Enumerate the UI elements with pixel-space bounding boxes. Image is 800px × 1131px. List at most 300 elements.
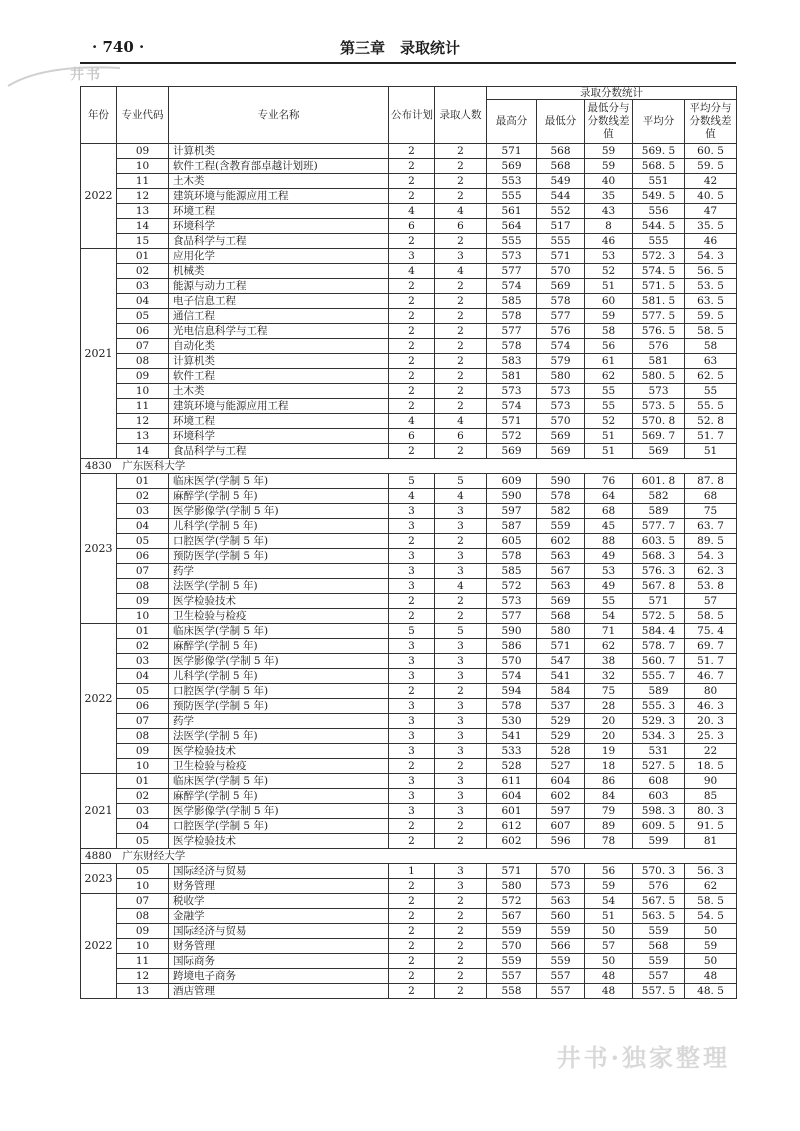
code-cell: 06	[117, 549, 169, 564]
min-score-cell: 559	[537, 519, 585, 534]
avg-score-cell: 559	[633, 954, 685, 969]
admitted-cell: 3	[435, 519, 487, 534]
min-score-cell: 571	[537, 639, 585, 654]
max-score-cell: 569	[487, 444, 537, 459]
table-row	[81, 264, 737, 279]
max-score-cell: 604	[487, 789, 537, 804]
plan-cell: 2	[389, 879, 435, 894]
table-row	[81, 879, 737, 894]
min-score-cell: 602	[537, 789, 585, 804]
year-cell: 2022	[81, 624, 117, 774]
major-name-cell: 法医学(学制 5 年)	[169, 729, 389, 744]
min-diff-cell: 52	[585, 414, 633, 429]
major-name-cell: 土木类	[169, 384, 389, 399]
table-row	[81, 954, 737, 969]
min-score-cell: 578	[537, 489, 585, 504]
avg-diff-cell: 52. 8	[685, 414, 737, 429]
avg-score-cell: 577. 5	[633, 309, 685, 324]
min-diff-cell: 56	[585, 864, 633, 879]
admitted-cell: 2	[435, 909, 487, 924]
table-body	[81, 144, 737, 999]
min-diff-cell: 68	[585, 504, 633, 519]
major-name-cell: 环境科学	[169, 219, 389, 234]
plan-cell: 1	[389, 864, 435, 879]
plan-cell: 2	[389, 594, 435, 609]
max-score-cell: 573	[487, 384, 537, 399]
plan-cell: 3	[389, 249, 435, 264]
avg-score-cell: 529. 3	[633, 714, 685, 729]
table-row	[81, 894, 737, 909]
max-score-cell: 594	[487, 684, 537, 699]
avg-diff-cell: 58. 5	[685, 324, 737, 339]
admitted-cell: 4	[435, 204, 487, 219]
max-score-cell: 605	[487, 534, 537, 549]
code-cell: 06	[117, 324, 169, 339]
avg-score-cell: 599	[633, 834, 685, 849]
year-cell: 2021	[81, 774, 117, 849]
avg-diff-cell: 50	[685, 954, 737, 969]
table-row	[81, 174, 737, 189]
major-name-cell: 药学	[169, 714, 389, 729]
min-score-cell: 541	[537, 669, 585, 684]
max-score-cell: 564	[487, 219, 537, 234]
avg-diff-cell: 47	[685, 204, 737, 219]
header-score-group: 录取分数统计	[487, 87, 737, 100]
major-name-cell: 口腔医学(学制 5 年)	[169, 534, 389, 549]
min-diff-cell: 53	[585, 564, 633, 579]
admitted-cell: 4	[435, 264, 487, 279]
plan-cell: 2	[389, 954, 435, 969]
min-diff-cell: 59	[585, 144, 633, 159]
table-row	[81, 759, 737, 774]
min-score-cell: 580	[537, 369, 585, 384]
max-score-cell: 590	[487, 489, 537, 504]
avg-score-cell: 580. 5	[633, 369, 685, 384]
max-score-cell: 602	[487, 834, 537, 849]
header-max: 最高分	[487, 100, 537, 144]
plan-cell: 4	[389, 414, 435, 429]
table-row	[81, 774, 737, 789]
code-cell: 04	[117, 519, 169, 534]
admitted-cell: 3	[435, 804, 487, 819]
admitted-cell: 2	[435, 954, 487, 969]
code-cell: 12	[117, 189, 169, 204]
plan-cell: 2	[389, 399, 435, 414]
avg-diff-cell: 51	[685, 444, 737, 459]
min-score-cell: 573	[537, 399, 585, 414]
major-name-cell: 金融学	[169, 909, 389, 924]
avg-diff-cell: 46. 7	[685, 669, 737, 684]
major-name-cell: 口腔医学(学制 5 年)	[169, 684, 389, 699]
max-score-cell: 555	[487, 234, 537, 249]
avg-diff-cell: 54. 5	[685, 909, 737, 924]
major-name-cell: 酒店管理	[169, 984, 389, 999]
max-score-cell: 573	[487, 594, 537, 609]
plan-cell: 3	[389, 564, 435, 579]
avg-diff-cell: 69. 7	[685, 639, 737, 654]
max-score-cell: 571	[487, 864, 537, 879]
admitted-cell: 3	[435, 549, 487, 564]
min-score-cell: 574	[537, 339, 585, 354]
min-score-cell: 582	[537, 504, 585, 519]
avg-diff-cell: 51. 7	[685, 654, 737, 669]
code-cell: 02	[117, 489, 169, 504]
admitted-cell: 2	[435, 294, 487, 309]
avg-diff-cell: 75. 4	[685, 624, 737, 639]
code-cell: 09	[117, 369, 169, 384]
header-rule	[80, 62, 736, 64]
min-diff-cell: 78	[585, 834, 633, 849]
avg-score-cell: 581. 5	[633, 294, 685, 309]
avg-diff-cell: 85	[685, 789, 737, 804]
code-cell: 15	[117, 234, 169, 249]
plan-cell: 2	[389, 189, 435, 204]
plan-cell: 2	[389, 144, 435, 159]
avg-diff-cell: 89. 5	[685, 534, 737, 549]
major-name-cell: 计算机类	[169, 144, 389, 159]
admission-score-table	[80, 86, 737, 999]
admitted-cell: 2	[435, 339, 487, 354]
avg-score-cell: 572. 5	[633, 609, 685, 624]
avg-diff-cell: 42	[685, 174, 737, 189]
code-cell: 01	[117, 474, 169, 489]
min-diff-cell: 45	[585, 519, 633, 534]
plan-cell: 2	[389, 969, 435, 984]
admitted-cell: 2	[435, 819, 487, 834]
code-cell: 05	[117, 534, 169, 549]
avg-diff-cell: 75	[685, 504, 737, 519]
avg-diff-cell: 46	[685, 234, 737, 249]
avg-diff-cell: 56. 5	[685, 264, 737, 279]
plan-cell: 3	[389, 774, 435, 789]
min-score-cell: 570	[537, 864, 585, 879]
avg-score-cell: 568	[633, 939, 685, 954]
avg-diff-cell: 55. 5	[685, 399, 737, 414]
table-row	[81, 654, 737, 669]
plan-cell: 3	[389, 714, 435, 729]
plan-cell: 2	[389, 294, 435, 309]
admitted-cell: 3	[435, 639, 487, 654]
header-min-diff: 最低分与分数线差值	[585, 100, 633, 144]
code-cell: 11	[117, 399, 169, 414]
code-cell: 11	[117, 954, 169, 969]
min-diff-cell: 59	[585, 879, 633, 894]
code-cell: 03	[117, 654, 169, 669]
min-score-cell: 570	[537, 264, 585, 279]
avg-diff-cell: 91. 5	[685, 819, 737, 834]
min-diff-cell: 76	[585, 474, 633, 489]
major-name-cell: 医学检验技术	[169, 834, 389, 849]
major-name-cell: 自动化类	[169, 339, 389, 354]
admitted-cell: 2	[435, 174, 487, 189]
min-score-cell: 559	[537, 954, 585, 969]
avg-diff-cell: 58. 5	[685, 609, 737, 624]
admitted-cell: 3	[435, 714, 487, 729]
admitted-cell: 2	[435, 684, 487, 699]
major-name-cell: 儿科学(学制 5 年)	[169, 519, 389, 534]
min-diff-cell: 40	[585, 174, 633, 189]
table-row	[81, 534, 737, 549]
avg-score-cell: 598. 3	[633, 804, 685, 819]
min-score-cell: 563	[537, 549, 585, 564]
min-score-cell: 570	[537, 414, 585, 429]
avg-diff-cell: 81	[685, 834, 737, 849]
code-cell: 05	[117, 864, 169, 879]
max-score-cell: 583	[487, 354, 537, 369]
table-row	[81, 564, 737, 579]
table-row	[81, 819, 737, 834]
min-diff-cell: 49	[585, 579, 633, 594]
max-score-cell: 528	[487, 759, 537, 774]
plan-cell: 2	[389, 354, 435, 369]
code-cell: 09	[117, 144, 169, 159]
code-cell: 04	[117, 294, 169, 309]
avg-score-cell: 578. 7	[633, 639, 685, 654]
min-score-cell: 607	[537, 819, 585, 834]
table-row	[81, 309, 737, 324]
admitted-cell: 2	[435, 924, 487, 939]
admitted-cell: 3	[435, 774, 487, 789]
code-cell: 09	[117, 594, 169, 609]
min-diff-cell: 8	[585, 219, 633, 234]
table-row	[81, 924, 737, 939]
avg-diff-cell: 59	[685, 939, 737, 954]
code-cell: 10	[117, 609, 169, 624]
code-cell: 10	[117, 759, 169, 774]
max-score-cell: 541	[487, 729, 537, 744]
table-row	[81, 984, 737, 999]
major-name-cell: 药学	[169, 564, 389, 579]
header-name: 专业名称	[169, 87, 389, 144]
avg-score-cell: 551	[633, 174, 685, 189]
max-score-cell: 567	[487, 909, 537, 924]
min-score-cell: 555	[537, 234, 585, 249]
major-name-cell: 医学检验技术	[169, 744, 389, 759]
major-name-cell: 电子信息工程	[169, 294, 389, 309]
avg-diff-cell: 53. 5	[685, 279, 737, 294]
min-diff-cell: 18	[585, 759, 633, 774]
avg-diff-cell: 48	[685, 969, 737, 984]
admitted-cell: 4	[435, 414, 487, 429]
major-name-cell: 建筑环境与能源应用工程	[169, 189, 389, 204]
university-name: 4880 广东财经大学	[81, 849, 737, 864]
code-cell: 01	[117, 624, 169, 639]
plan-cell: 3	[389, 804, 435, 819]
min-diff-cell: 79	[585, 804, 633, 819]
min-diff-cell: 51	[585, 279, 633, 294]
avg-score-cell: 569. 5	[633, 144, 685, 159]
table-row	[81, 624, 737, 639]
header-code: 专业代码	[117, 87, 169, 144]
min-diff-cell: 28	[585, 699, 633, 714]
major-name-cell: 跨境电子商务	[169, 969, 389, 984]
min-score-cell: 563	[537, 894, 585, 909]
table-row	[81, 144, 737, 159]
code-cell: 13	[117, 204, 169, 219]
min-diff-cell: 32	[585, 669, 633, 684]
min-score-cell: 568	[537, 144, 585, 159]
admitted-cell: 5	[435, 624, 487, 639]
min-score-cell: 567	[537, 564, 585, 579]
table-row	[81, 429, 737, 444]
avg-diff-cell: 87. 8	[685, 474, 737, 489]
max-score-cell: 555	[487, 189, 537, 204]
table-row	[81, 474, 737, 489]
avg-score-cell: 557	[633, 969, 685, 984]
plan-cell: 2	[389, 234, 435, 249]
major-name-cell: 计算机类	[169, 354, 389, 369]
major-name-cell: 环境工程	[169, 204, 389, 219]
table-row	[81, 714, 737, 729]
major-name-cell: 财务管理	[169, 939, 389, 954]
max-score-cell: 578	[487, 549, 537, 564]
avg-diff-cell: 51. 7	[685, 429, 737, 444]
avg-diff-cell: 62	[685, 879, 737, 894]
admitted-cell: 3	[435, 789, 487, 804]
table-row	[81, 204, 737, 219]
avg-score-cell: 574. 5	[633, 264, 685, 279]
max-score-cell: 590	[487, 624, 537, 639]
min-score-cell: 547	[537, 654, 585, 669]
plan-cell: 4	[389, 489, 435, 504]
university-row	[81, 849, 737, 864]
avg-score-cell: 567. 5	[633, 894, 685, 909]
table-row	[81, 639, 737, 654]
plan-cell: 2	[389, 309, 435, 324]
min-diff-cell: 71	[585, 624, 633, 639]
admitted-cell: 2	[435, 354, 487, 369]
avg-score-cell: 544. 5	[633, 219, 685, 234]
avg-diff-cell: 58	[685, 339, 737, 354]
min-score-cell: 571	[537, 249, 585, 264]
table-row	[81, 609, 737, 624]
min-score-cell: 568	[537, 609, 585, 624]
avg-diff-cell: 80. 3	[685, 804, 737, 819]
avg-score-cell: 563. 5	[633, 909, 685, 924]
avg-score-cell: 589	[633, 504, 685, 519]
plan-cell: 2	[389, 939, 435, 954]
max-score-cell: 557	[487, 969, 537, 984]
min-diff-cell: 86	[585, 774, 633, 789]
code-cell: 06	[117, 699, 169, 714]
admitted-cell: 3	[435, 654, 487, 669]
plan-cell: 3	[389, 519, 435, 534]
table-row	[81, 159, 737, 174]
admitted-cell: 2	[435, 759, 487, 774]
major-name-cell: 医学影像学(学制 5 年)	[169, 804, 389, 819]
max-score-cell: 578	[487, 339, 537, 354]
table-row	[81, 939, 737, 954]
avg-diff-cell: 54. 3	[685, 549, 737, 564]
min-score-cell: 557	[537, 969, 585, 984]
max-score-cell: 609	[487, 474, 537, 489]
plan-cell: 2	[389, 819, 435, 834]
avg-diff-cell: 63. 7	[685, 519, 737, 534]
avg-score-cell: 608	[633, 774, 685, 789]
admitted-cell: 5	[435, 474, 487, 489]
table-row	[81, 189, 737, 204]
admitted-cell: 2	[435, 939, 487, 954]
major-name-cell: 口腔医学(学制 5 年)	[169, 819, 389, 834]
min-diff-cell: 55	[585, 399, 633, 414]
major-name-cell: 麻醉学(学制 5 年)	[169, 789, 389, 804]
max-score-cell: 572	[487, 579, 537, 594]
min-score-cell: 576	[537, 324, 585, 339]
max-score-cell: 577	[487, 264, 537, 279]
avg-score-cell: 577. 7	[633, 519, 685, 534]
plan-cell: 3	[389, 639, 435, 654]
admitted-cell: 3	[435, 669, 487, 684]
min-score-cell: 569	[537, 279, 585, 294]
table-row	[81, 579, 737, 594]
avg-score-cell: 555. 3	[633, 699, 685, 714]
min-score-cell: 580	[537, 624, 585, 639]
min-score-cell: 528	[537, 744, 585, 759]
avg-score-cell: 557. 5	[633, 984, 685, 999]
min-diff-cell: 46	[585, 234, 633, 249]
major-name-cell: 光电信息科学与工程	[169, 324, 389, 339]
min-score-cell: 563	[537, 579, 585, 594]
major-name-cell: 国际商务	[169, 954, 389, 969]
min-score-cell: 557	[537, 984, 585, 999]
avg-diff-cell: 55	[685, 384, 737, 399]
admitted-cell: 2	[435, 969, 487, 984]
admitted-cell: 2	[435, 384, 487, 399]
max-score-cell: 572	[487, 894, 537, 909]
admitted-cell: 2	[435, 309, 487, 324]
avg-diff-cell: 25. 3	[685, 729, 737, 744]
major-name-cell: 临床医学(学制 5 年)	[169, 474, 389, 489]
major-name-cell: 麻醉学(学制 5 年)	[169, 639, 389, 654]
table-row	[81, 294, 737, 309]
header-avg-diff: 平均分与分数线差值	[685, 100, 737, 144]
avg-diff-cell: 60. 5	[685, 144, 737, 159]
plan-cell: 2	[389, 369, 435, 384]
avg-score-cell: 571	[633, 594, 685, 609]
major-name-cell: 土木类	[169, 174, 389, 189]
major-name-cell: 财务管理	[169, 879, 389, 894]
avg-diff-cell: 56. 3	[685, 864, 737, 879]
code-cell: 14	[117, 219, 169, 234]
avg-score-cell: 603	[633, 789, 685, 804]
min-score-cell: 568	[537, 159, 585, 174]
admitted-cell: 2	[435, 324, 487, 339]
min-score-cell: 569	[537, 594, 585, 609]
code-cell: 09	[117, 744, 169, 759]
table-row	[81, 684, 737, 699]
code-cell: 13	[117, 429, 169, 444]
max-score-cell: 585	[487, 294, 537, 309]
plan-cell: 3	[389, 789, 435, 804]
min-score-cell: 579	[537, 354, 585, 369]
code-cell: 03	[117, 804, 169, 819]
min-diff-cell: 55	[585, 384, 633, 399]
min-diff-cell: 50	[585, 924, 633, 939]
admitted-cell: 2	[435, 369, 487, 384]
avg-score-cell: 570. 8	[633, 414, 685, 429]
avg-score-cell: 584. 4	[633, 624, 685, 639]
max-score-cell: 553	[487, 174, 537, 189]
min-score-cell: 577	[537, 309, 585, 324]
avg-score-cell: 568. 5	[633, 159, 685, 174]
major-name-cell: 国际经济与贸易	[169, 924, 389, 939]
max-score-cell: 580	[487, 879, 537, 894]
major-name-cell: 儿科学(学制 5 年)	[169, 669, 389, 684]
avg-score-cell: 582	[633, 489, 685, 504]
header-admitted: 录取人数	[435, 87, 487, 144]
major-name-cell: 医学影像学(学制 5 年)	[169, 504, 389, 519]
max-score-cell: 578	[487, 309, 537, 324]
